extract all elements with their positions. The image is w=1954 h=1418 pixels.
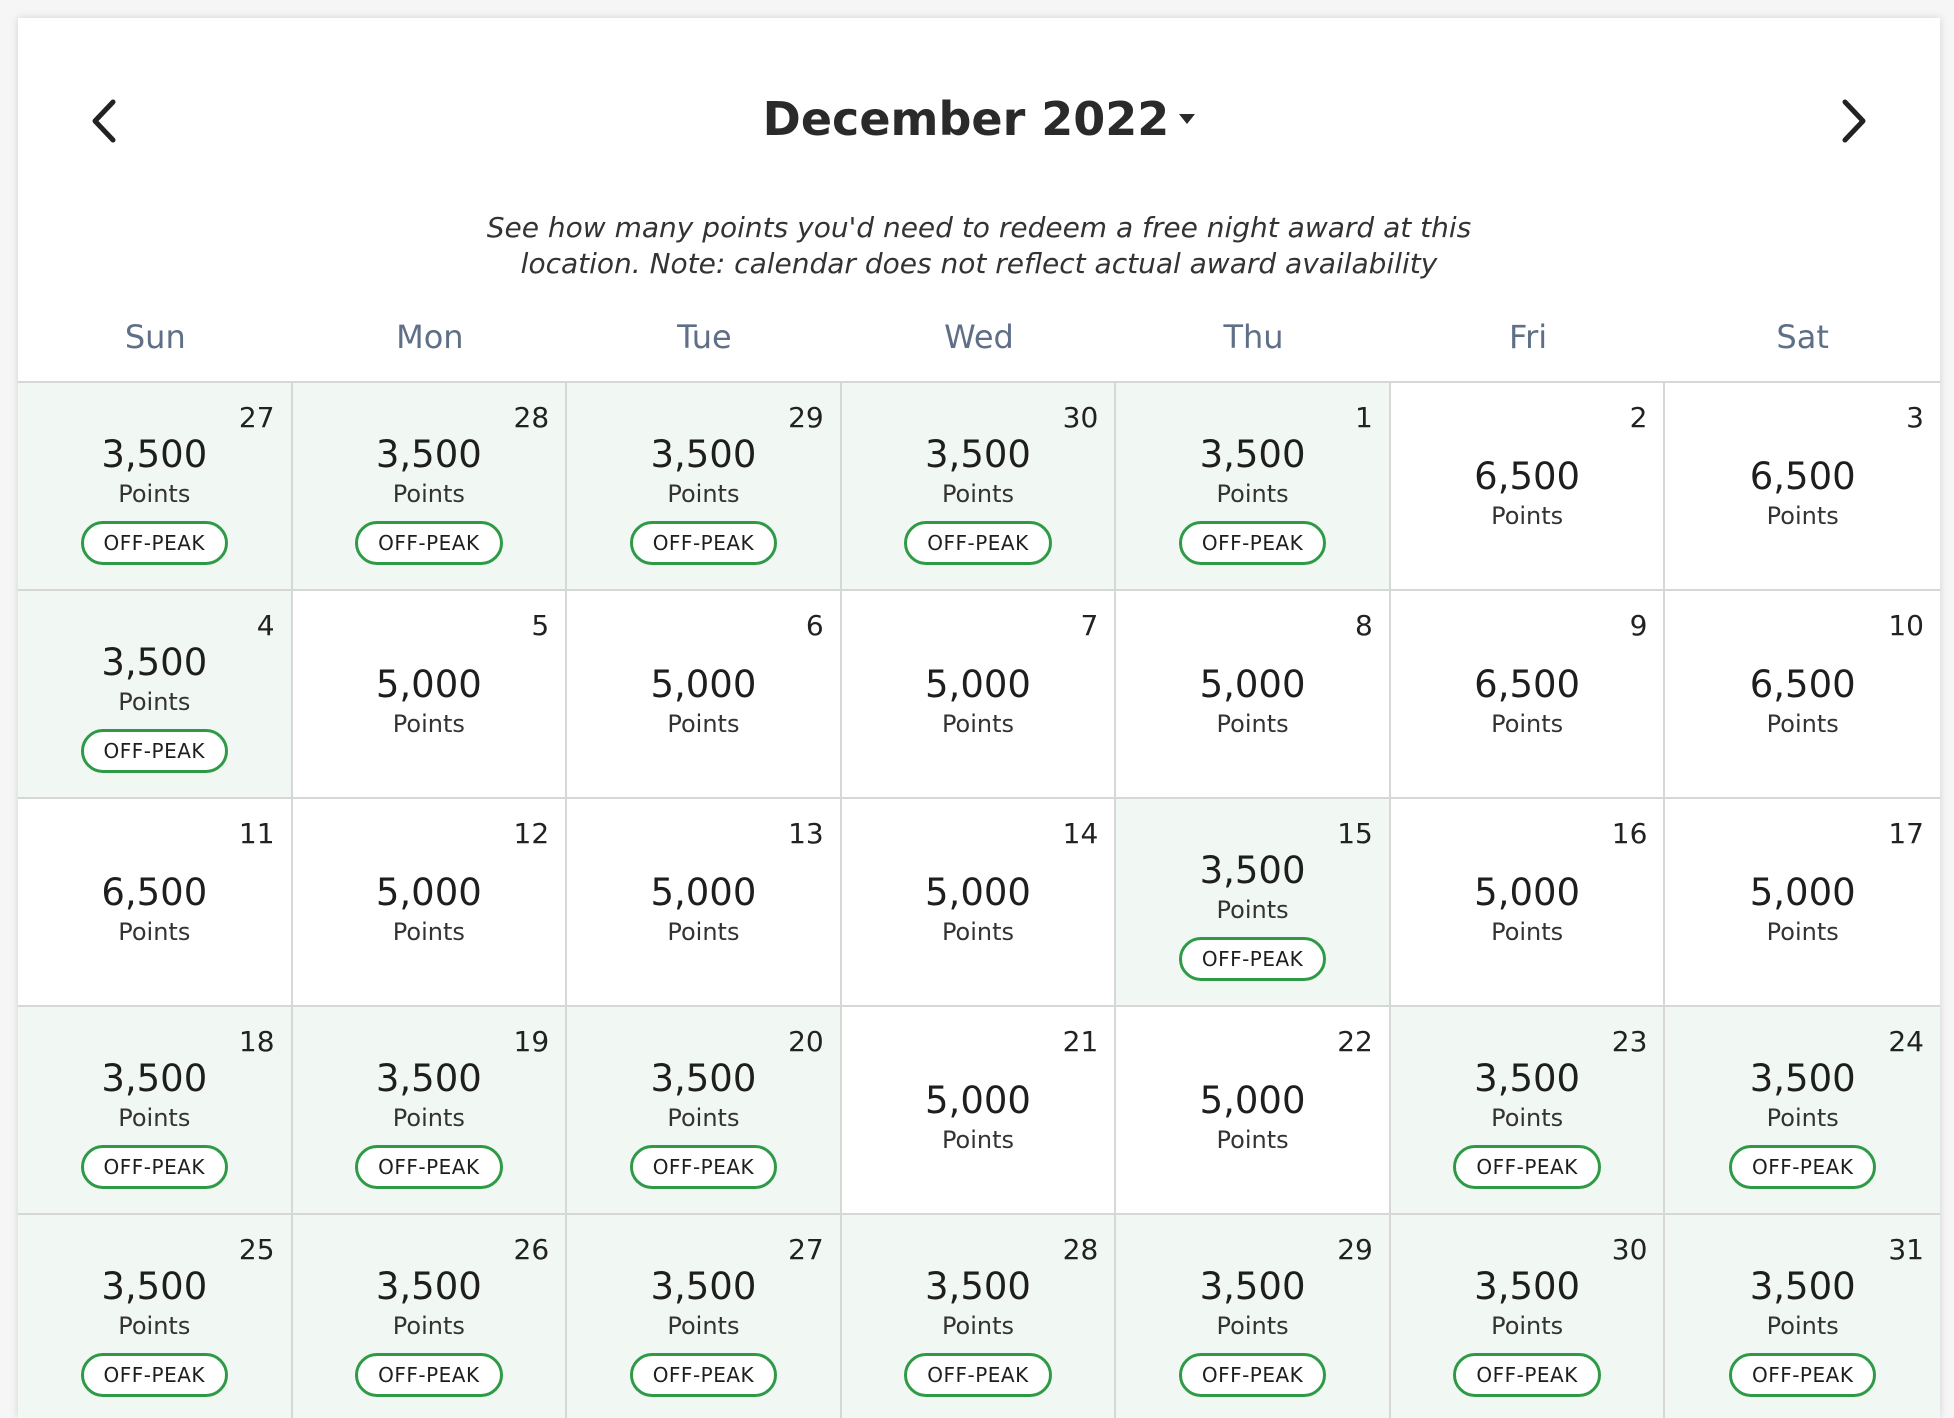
month-selector[interactable] [18,92,1940,146]
points-label: Points [118,1312,191,1340]
day-price [567,871,840,949]
day-price [1665,1057,1940,1189]
points-label: Points [1216,710,1289,738]
calendar-day-cell[interactable] [1116,383,1391,591]
points-value: 3,500 [1199,849,1306,892]
day-price [293,433,566,565]
off-peak-badge: OFF-PEAK [1179,937,1326,981]
day-price [293,871,566,949]
day-number: 15 [1337,817,1373,850]
points-label: Points [667,480,740,508]
points-value: 3,500 [375,1265,482,1308]
points-label: Points [118,918,191,946]
calendar-day-cell[interactable] [18,799,293,1007]
points-label: Points [667,1312,740,1340]
calendar-day-cell[interactable] [293,799,568,1007]
day-number: 27 [238,401,275,434]
points-label: Points [1766,710,1839,738]
day-number: 11 [238,817,275,850]
points-value: 5,000 [1749,871,1856,914]
calendar-day-cell[interactable] [1665,1215,1940,1418]
day-number: 7 [1080,609,1099,642]
points-label: Points [1491,710,1564,738]
points-label: Points [667,710,740,738]
calendar-day-cell[interactable] [1116,1007,1391,1215]
points-value: 5,000 [1199,663,1306,706]
day-number: 6 [805,609,824,642]
day-price [842,663,1115,741]
points-value: 5,000 [650,871,757,914]
points-label: Points [1491,502,1564,530]
day-price [293,1057,566,1189]
day-price [1116,1265,1389,1397]
points-label: Points [118,688,191,716]
points-value: 3,500 [925,1265,1031,1308]
points-value: 3,500 [1199,433,1306,476]
calendar-day-cell[interactable] [1665,1007,1940,1215]
day-number: 5 [531,609,550,642]
points-label: Points [1766,1104,1839,1132]
calendar-day-cell[interactable] [18,1215,293,1418]
calendar-day-cell[interactable] [842,383,1117,591]
points-label: Points [392,1312,465,1340]
day-number: 28 [1062,1233,1099,1266]
month-title[interactable]: December 2022 [762,92,1170,146]
award-calendar [18,18,1940,1418]
day-number: 4 [256,609,275,642]
calendar-day-cell[interactable] [1391,799,1666,1007]
day-number: 30 [1611,1233,1648,1266]
weekday-header-fri: Fri [1509,318,1548,356]
day-number: 24 [1888,1025,1924,1058]
off-peak-badge: OFF-PEAK [1729,1353,1876,1397]
day-price [1391,871,1664,949]
calendar-day-cell[interactable] [1391,591,1666,799]
day-price [842,1079,1115,1157]
points-label: Points [1491,1312,1564,1340]
day-price [1665,455,1940,533]
off-peak-badge: OFF-PEAK [355,1145,502,1189]
points-value: 3,500 [1749,1265,1856,1308]
weekday-header-wed: Wed [944,318,1014,356]
weekday-header-mon: Mon [396,318,464,356]
points-value: 3,500 [375,1057,482,1100]
weekday-header-tue: Tue [677,318,732,356]
points-value: 3,500 [1474,1265,1581,1308]
day-number: 22 [1337,1025,1373,1058]
points-label: Points [941,710,1015,738]
caret-down-icon[interactable] [1179,114,1195,124]
day-price [567,663,840,741]
off-peak-badge: OFF-PEAK [904,1353,1051,1397]
points-value: 6,500 [1749,663,1856,706]
day-number: 23 [1611,1025,1648,1058]
points-label: Points [392,1104,465,1132]
points-label: Points [667,918,740,946]
points-label: Points [392,710,465,738]
day-price [842,1265,1115,1397]
day-price [18,871,291,949]
points-value: 3,500 [101,433,208,476]
off-peak-badge: OFF-PEAK [1729,1145,1876,1189]
day-price [293,663,566,741]
off-peak-badge: OFF-PEAK [81,1353,228,1397]
points-value: 5,000 [925,663,1031,706]
points-label: Points [118,480,191,508]
calendar-day-cell[interactable] [842,1215,1117,1418]
points-value: 3,500 [1749,1057,1856,1100]
off-peak-badge: OFF-PEAK [1453,1145,1600,1189]
points-value: 5,000 [650,663,757,706]
day-number: 2 [1629,401,1648,434]
points-value: 3,500 [1199,1265,1306,1308]
points-label: Points [1216,480,1289,508]
day-number: 17 [1888,817,1924,850]
calendar-day-cell[interactable] [293,591,568,799]
points-value: 5,000 [1474,871,1581,914]
calendar-day-cell[interactable] [1116,799,1391,1007]
day-price [1116,1079,1389,1157]
day-number: 25 [238,1233,275,1266]
calendar-day-cell[interactable] [1665,383,1940,591]
calendar-day-cell[interactable] [567,383,842,591]
day-number: 21 [1062,1025,1099,1058]
points-value: 5,000 [925,1079,1031,1122]
points-value: 5,000 [925,871,1031,914]
day-price [1116,849,1389,981]
points-value: 5,000 [1199,1079,1306,1122]
off-peak-badge: OFF-PEAK [355,1353,502,1397]
points-value: 5,000 [375,663,482,706]
off-peak-badge: OFF-PEAK [81,729,228,773]
weekday-header-sun: Sun [124,318,186,356]
calendar-day-cell[interactable] [18,383,293,591]
points-label: Points [1766,502,1839,530]
day-number: 8 [1355,609,1373,642]
points-label: Points [1216,1312,1289,1340]
day-price [567,1265,840,1397]
calendar-day-cell[interactable] [567,1215,842,1418]
day-number: 3 [1906,401,1924,434]
day-number: 19 [513,1025,550,1058]
day-price [18,1057,291,1189]
calendar-day-cell[interactable] [1391,383,1666,591]
day-price [1665,1265,1940,1397]
points-value: 3,500 [650,433,757,476]
day-price [1665,663,1940,741]
day-price [842,433,1115,565]
calendar-day-cell[interactable] [1391,1215,1666,1418]
day-number: 10 [1888,609,1924,642]
off-peak-badge: OFF-PEAK [81,1145,228,1189]
off-peak-badge: OFF-PEAK [1453,1353,1600,1397]
calendar-day-cell[interactable] [1391,1007,1666,1215]
calendar-day-cell[interactable] [1665,591,1940,799]
points-label: Points [1491,918,1564,946]
off-peak-badge: OFF-PEAK [630,521,777,565]
calendar-day-cell[interactable] [842,591,1117,799]
points-label: Points [118,1104,191,1132]
calendar-day-cell[interactable] [567,799,842,1007]
points-label: Points [1216,1126,1289,1154]
points-label: Points [392,918,465,946]
day-number: 26 [513,1233,550,1266]
note-line-1: See how many points you'd need to redeem a free night award at this [486,211,1472,244]
calendar-day-cell[interactable] [1665,799,1940,1007]
day-price [1116,663,1389,741]
points-label: Points [667,1104,740,1132]
calendar-day-cell[interactable] [293,1007,568,1215]
weekday-header-sat: Sat [1776,318,1829,356]
points-value: 3,500 [1474,1057,1581,1100]
points-label: Points [941,480,1015,508]
points-value: 3,500 [925,433,1031,476]
off-peak-badge: OFF-PEAK [355,521,502,565]
day-price [1391,455,1664,533]
day-number: 28 [513,401,550,434]
points-value: 6,500 [101,871,208,914]
day-price [1391,1265,1664,1397]
day-number: 16 [1611,817,1648,850]
chevron-right-icon [1837,96,1871,146]
off-peak-badge: OFF-PEAK [630,1353,777,1397]
off-peak-badge: OFF-PEAK [1179,521,1326,565]
day-number: 18 [238,1025,275,1058]
calendar-day-cell[interactable] [293,1215,568,1418]
day-price [1665,871,1940,949]
points-value: 3,500 [101,1057,208,1100]
points-value: 3,500 [375,433,482,476]
day-number: 30 [1062,401,1099,434]
points-value: 3,500 [101,641,208,684]
off-peak-badge: OFF-PEAK [1179,1353,1326,1397]
points-label: Points [1766,1312,1839,1340]
day-price [1391,1057,1664,1189]
next-month-button[interactable] [1819,86,1889,156]
day-price [1391,663,1664,741]
points-value: 6,500 [1474,455,1581,498]
points-value: 6,500 [1474,663,1581,706]
day-price [1116,433,1389,565]
day-number: 1 [1355,401,1373,434]
off-peak-badge: OFF-PEAK [630,1145,777,1189]
calendar-grid [18,381,1940,1418]
day-price [567,433,840,565]
day-number: 13 [788,817,824,850]
day-number: 29 [1337,1233,1373,1266]
day-price [293,1265,566,1397]
calendar-day-cell[interactable] [18,1007,293,1215]
points-label: Points [1216,896,1289,924]
day-number: 14 [1062,817,1099,850]
day-number: 29 [788,401,824,434]
day-number: 31 [1888,1233,1924,1266]
points-value: 5,000 [375,871,482,914]
calendar-day-cell[interactable] [293,383,568,591]
points-label: Points [1491,1104,1564,1132]
calendar-day-cell[interactable] [1116,591,1391,799]
day-number: 9 [1629,609,1648,642]
day-number: 27 [788,1233,824,1266]
calendar-day-cell[interactable] [842,799,1117,1007]
note-line-2: location. Note: calendar does not reflect actual award availability [520,247,1438,280]
calendar-day-cell[interactable] [1116,1215,1391,1418]
day-price [18,433,291,565]
calendar-day-cell[interactable] [567,1007,842,1215]
day-price [842,871,1115,949]
points-label: Points [941,1312,1015,1340]
off-peak-badge: OFF-PEAK [81,521,228,565]
points-label: Points [1766,918,1839,946]
points-value: 3,500 [650,1057,757,1100]
points-label: Points [941,918,1015,946]
points-value: 3,500 [650,1265,757,1308]
points-label: Points [941,1126,1015,1154]
calendar-note [18,210,1940,282]
day-price [18,1265,291,1397]
points-value: 3,500 [101,1265,208,1308]
weekday-header-thu: Thu [1223,318,1284,356]
points-label: Points [392,480,465,508]
day-number: 20 [788,1025,824,1058]
points-value: 6,500 [1749,455,1856,498]
day-price [567,1057,840,1189]
calendar-day-cell[interactable] [18,591,293,799]
calendar-day-cell[interactable] [842,1007,1117,1215]
weekday-header-row [18,318,1940,356]
day-price [18,641,291,773]
day-number: 12 [513,817,550,850]
calendar-day-cell[interactable] [567,591,842,799]
off-peak-badge: OFF-PEAK [904,521,1051,565]
